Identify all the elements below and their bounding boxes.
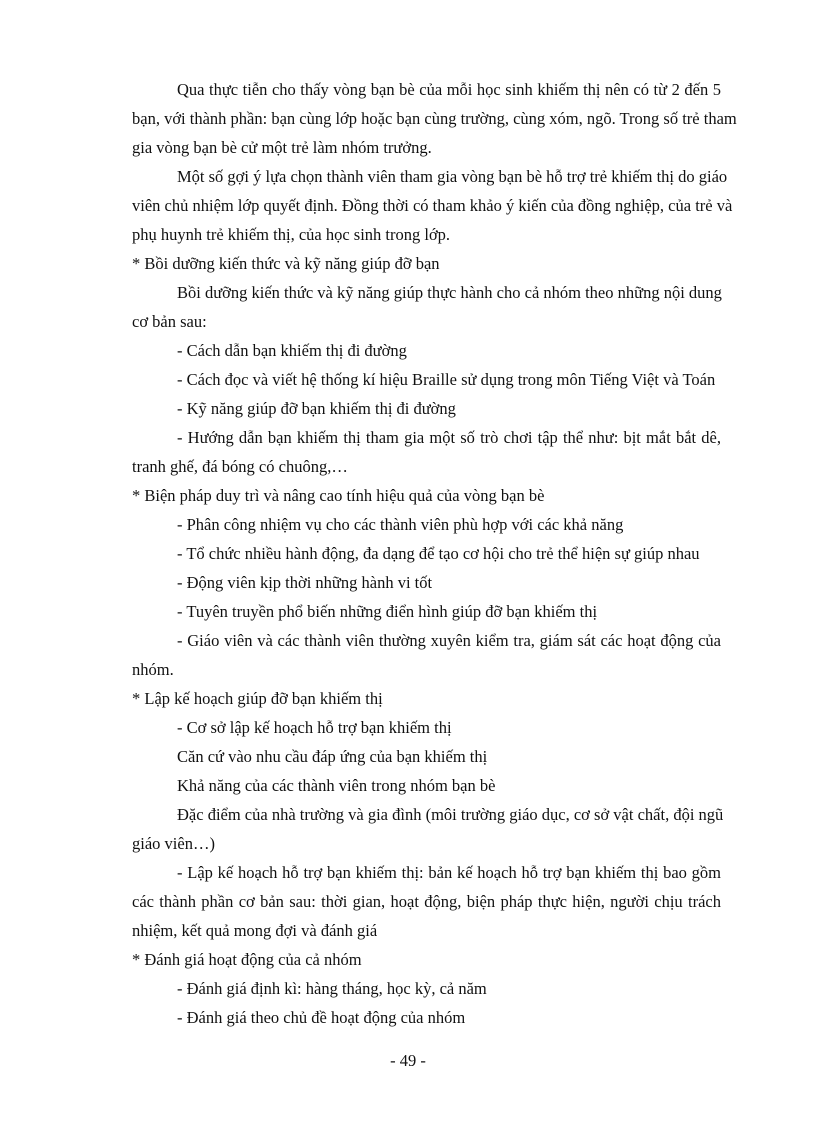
list-item: - Động viên kịp thời những hành vi tốt xyxy=(177,573,433,592)
list-item: - Lập kế hoạch hỗ trợ bạn khiếm thị: bản kế hoạch hỗ trợ bạn khiếm thị bao gồm xyxy=(177,863,721,882)
paragraph-line: Căn cứ vào nhu cầu đáp ứng của bạn khiếm thị xyxy=(177,747,488,766)
list-item: - Đánh giá theo chủ đề hoạt động của nhóm xyxy=(177,1008,466,1027)
paragraph-line: giáo viên…) xyxy=(132,834,215,853)
list-item-continuation: tranh ghế, đá bóng có chuông,… xyxy=(132,457,348,476)
paragraph-line: bạn, với thành phần: bạn cùng lớp hoặc bạn cùng trường, cùng xóm, ngõ. Trong số trẻ tham xyxy=(132,109,737,128)
section-heading: * Bồi dưỡng kiến thức và kỹ năng giúp đỡ bạn xyxy=(132,254,440,273)
list-item: - Cách dẫn bạn khiếm thị đi đường xyxy=(177,341,407,360)
list-item: - Hướng dẫn bạn khiếm thị tham gia một số trò chơi tập thể như: bịt mắt bắt dê, xyxy=(177,428,721,447)
section-heading: * Biện pháp duy trì và nâng cao tính hiệu quả của vòng bạn bè xyxy=(132,486,545,505)
paragraph-line: viên chủ nhiệm lớp quyết định. Đồng thời có tham khảo ý kiến của đồng nghiệp, của trẻ và xyxy=(132,196,733,215)
list-item: - Cơ sở lập kế hoạch hỗ trợ bạn khiếm thị xyxy=(177,718,452,737)
paragraph-line: Đặc điểm của nhà trường và gia đình (môi trường giáo dục, cơ sở vật chất, đội ngũ xyxy=(177,805,724,824)
list-item: - Cách đọc và viết hệ thống kí hiệu Braille sử dụng trong môn Tiếng Việt và Toán xyxy=(177,370,716,389)
paragraph-line: Qua thực tiễn cho thấy vòng bạn bè của mỗi học sinh khiếm thị nên có từ 2 đến 5 xyxy=(177,80,721,99)
list-item: - Giáo viên và các thành viên thường xuyên kiểm tra, giám sát các hoạt động của xyxy=(177,631,721,650)
list-item-continuation: nhiệm, kết quả mong đợi và đánh giá xyxy=(132,921,378,940)
list-item: - Phân công nhiệm vụ cho các thành viên phù hợp với các khả năng xyxy=(177,515,624,534)
paragraph-line: phụ huynh trẻ khiếm thị, của học sinh trong lớp. xyxy=(132,225,451,244)
page-number: - 49 - xyxy=(390,1051,426,1070)
section-heading: * Lập kế hoạch giúp đỡ bạn khiếm thị xyxy=(132,689,383,708)
paragraph-line: gia vòng bạn bè cử một trẻ làm nhóm trưởng. xyxy=(132,138,432,157)
paragraph-line: Khả năng của các thành viên trong nhóm bạn bè xyxy=(177,776,496,795)
list-item-continuation: các thành phần cơ bản sau: thời gian, hoạt động, biện pháp thực hiện, người chịu trách xyxy=(132,892,721,911)
list-item: - Tuyên truyền phổ biến những điển hình giúp đỡ bạn khiếm thị xyxy=(177,602,598,621)
list-item: - Đánh giá định kì: hàng tháng, học kỳ, cả năm xyxy=(177,979,487,998)
list-item: - Tổ chức nhiều hành động, đa dạng để tạo cơ hội cho trẻ thể hiện sự giúp nhau xyxy=(177,544,700,563)
list-item: - Kỹ năng giúp đỡ bạn khiếm thị đi đường xyxy=(177,399,456,418)
section-heading: * Đánh giá hoạt động của cả nhóm xyxy=(132,950,362,969)
paragraph-line: Bồi dưỡng kiến thức và kỹ năng giúp thực hành cho cả nhóm theo những nội dung xyxy=(177,283,722,302)
list-item-continuation: nhóm. xyxy=(132,660,174,679)
paragraph-line: Một số gợi ý lựa chọn thành viên tham gia vòng bạn bè hỗ trợ trẻ khiếm thị do giáo xyxy=(177,167,728,186)
paragraph-line: cơ bản sau: xyxy=(132,312,207,331)
